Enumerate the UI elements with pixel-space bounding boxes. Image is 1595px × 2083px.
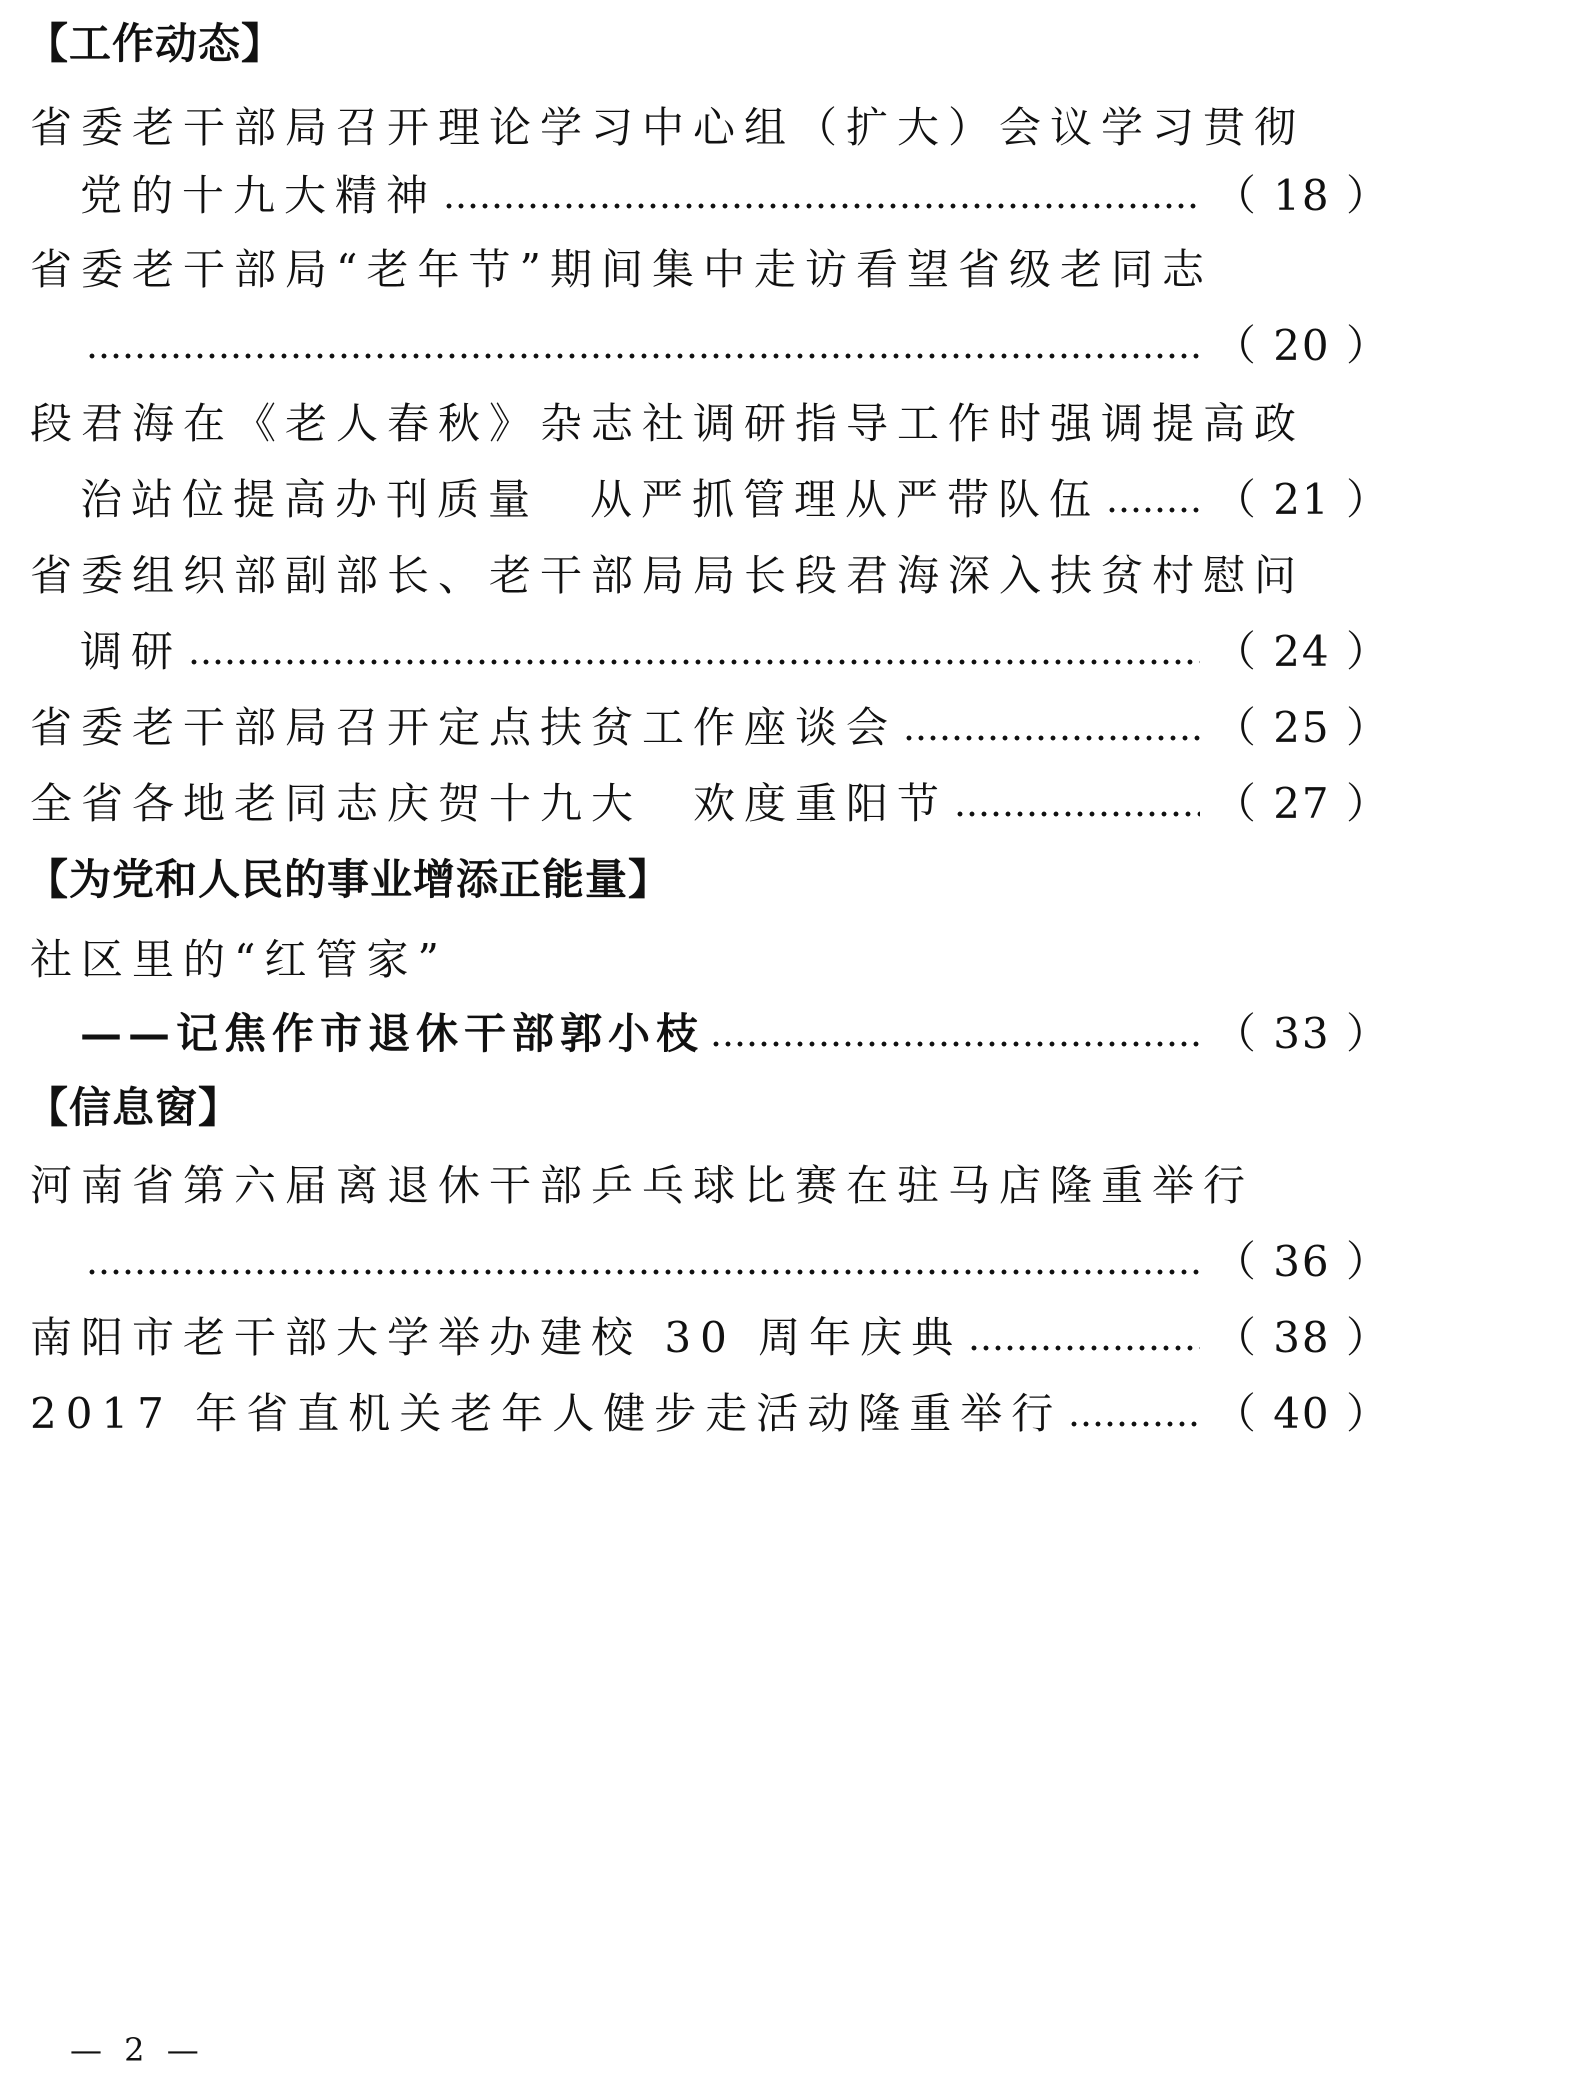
dot-leader: [86, 352, 1200, 360]
page-reference: （ 36 ）: [1213, 1237, 1390, 1286]
toc-entry-row[interactable]: [80, 1006, 1390, 1062]
toc-entry-row[interactable]: [30, 776, 1390, 832]
toc-entry-row[interactable]: [30, 1310, 1390, 1366]
dot-leader: [710, 1040, 1200, 1048]
dot-leader: [903, 734, 1200, 742]
dot-leader: [443, 202, 1200, 210]
toc-entry-title-line: 河南省第六届离退休干部乒乓球比赛在驻马店隆重举行: [30, 1161, 1255, 1210]
section-heading-positive-energy: 【为党和人民的事业增添正能量】: [26, 855, 672, 904]
page-reference: （ 33 ）: [1213, 1009, 1390, 1058]
toc-entry-title-line: 段君海在《老人春秋》杂志社调研指导工作时强调提高政: [30, 399, 1306, 448]
toc-entry-row[interactable]: [30, 700, 1390, 756]
page-reference: （ 25 ）: [1213, 703, 1390, 752]
dot-leader: [1068, 1420, 1200, 1428]
toc-entry-title-line: 省委组织部副部长、老干部局局长段君海深入扶贫村慰问: [30, 551, 1306, 600]
section-heading-info-window: 【信息窗】: [26, 1083, 242, 1132]
toc-entry-title-line: 省委老干部局“老年节”期间集中走访看望省级老同志: [30, 245, 1213, 294]
page-reference: （ 38 ）: [1213, 1313, 1390, 1362]
toc-entry-title-line: 2017 年省直机关老年人健步走活动隆重举行: [30, 1389, 1063, 1438]
toc-entry-title-line: 党的十九大精神: [80, 171, 438, 220]
toc-entry-row[interactable]: [80, 168, 1390, 224]
toc-entry-row[interactable]: [80, 1234, 1390, 1290]
toc-entry-title-line: 省委老干部局召开定点扶贫工作座谈会: [30, 703, 898, 752]
toc-entry-row[interactable]: [80, 624, 1390, 680]
toc-entry-title-line: 省委老干部局召开理论学习中心组（扩大）会议学习贯彻: [30, 103, 1306, 152]
toc-entry-title-line: 治站位提高办刊质量 从严抓管理从严带队伍: [80, 475, 1101, 524]
dot-leader: [188, 658, 1200, 666]
toc-entry-subtitle: ——记焦作市退休干部郭小枝: [80, 1009, 705, 1058]
toc-entry-title-line: 全省各地老同志庆贺十九大 欢度重阳节: [30, 779, 949, 828]
page-reference: （ 18 ）: [1213, 171, 1390, 220]
toc-entry-row[interactable]: [80, 472, 1390, 528]
page-reference: （ 24 ）: [1213, 627, 1390, 676]
dot-leader: [954, 810, 1200, 818]
toc-entry-title-line: 社区里的“红管家”: [30, 935, 448, 984]
toc-entry-title-line: 南阳市老干部大学举办建校 30 周年庆典: [30, 1313, 963, 1362]
page-reference: （ 21 ）: [1213, 475, 1390, 524]
section-heading-work-news: 【工作动态】: [26, 19, 285, 68]
page-number: — 2 —: [70, 2031, 205, 2069]
toc-entry-row[interactable]: [30, 1386, 1390, 1442]
dot-leader: [968, 1344, 1200, 1352]
page-reference: （ 27 ）: [1213, 779, 1390, 828]
dot-leader: [1106, 506, 1200, 514]
toc-entry-row[interactable]: [80, 318, 1390, 374]
toc-entry-title-line: 调研: [80, 627, 183, 676]
dot-leader: [86, 1268, 1200, 1276]
page-reference: （ 40 ）: [1213, 1389, 1390, 1438]
page-reference: （ 20 ）: [1213, 321, 1390, 370]
